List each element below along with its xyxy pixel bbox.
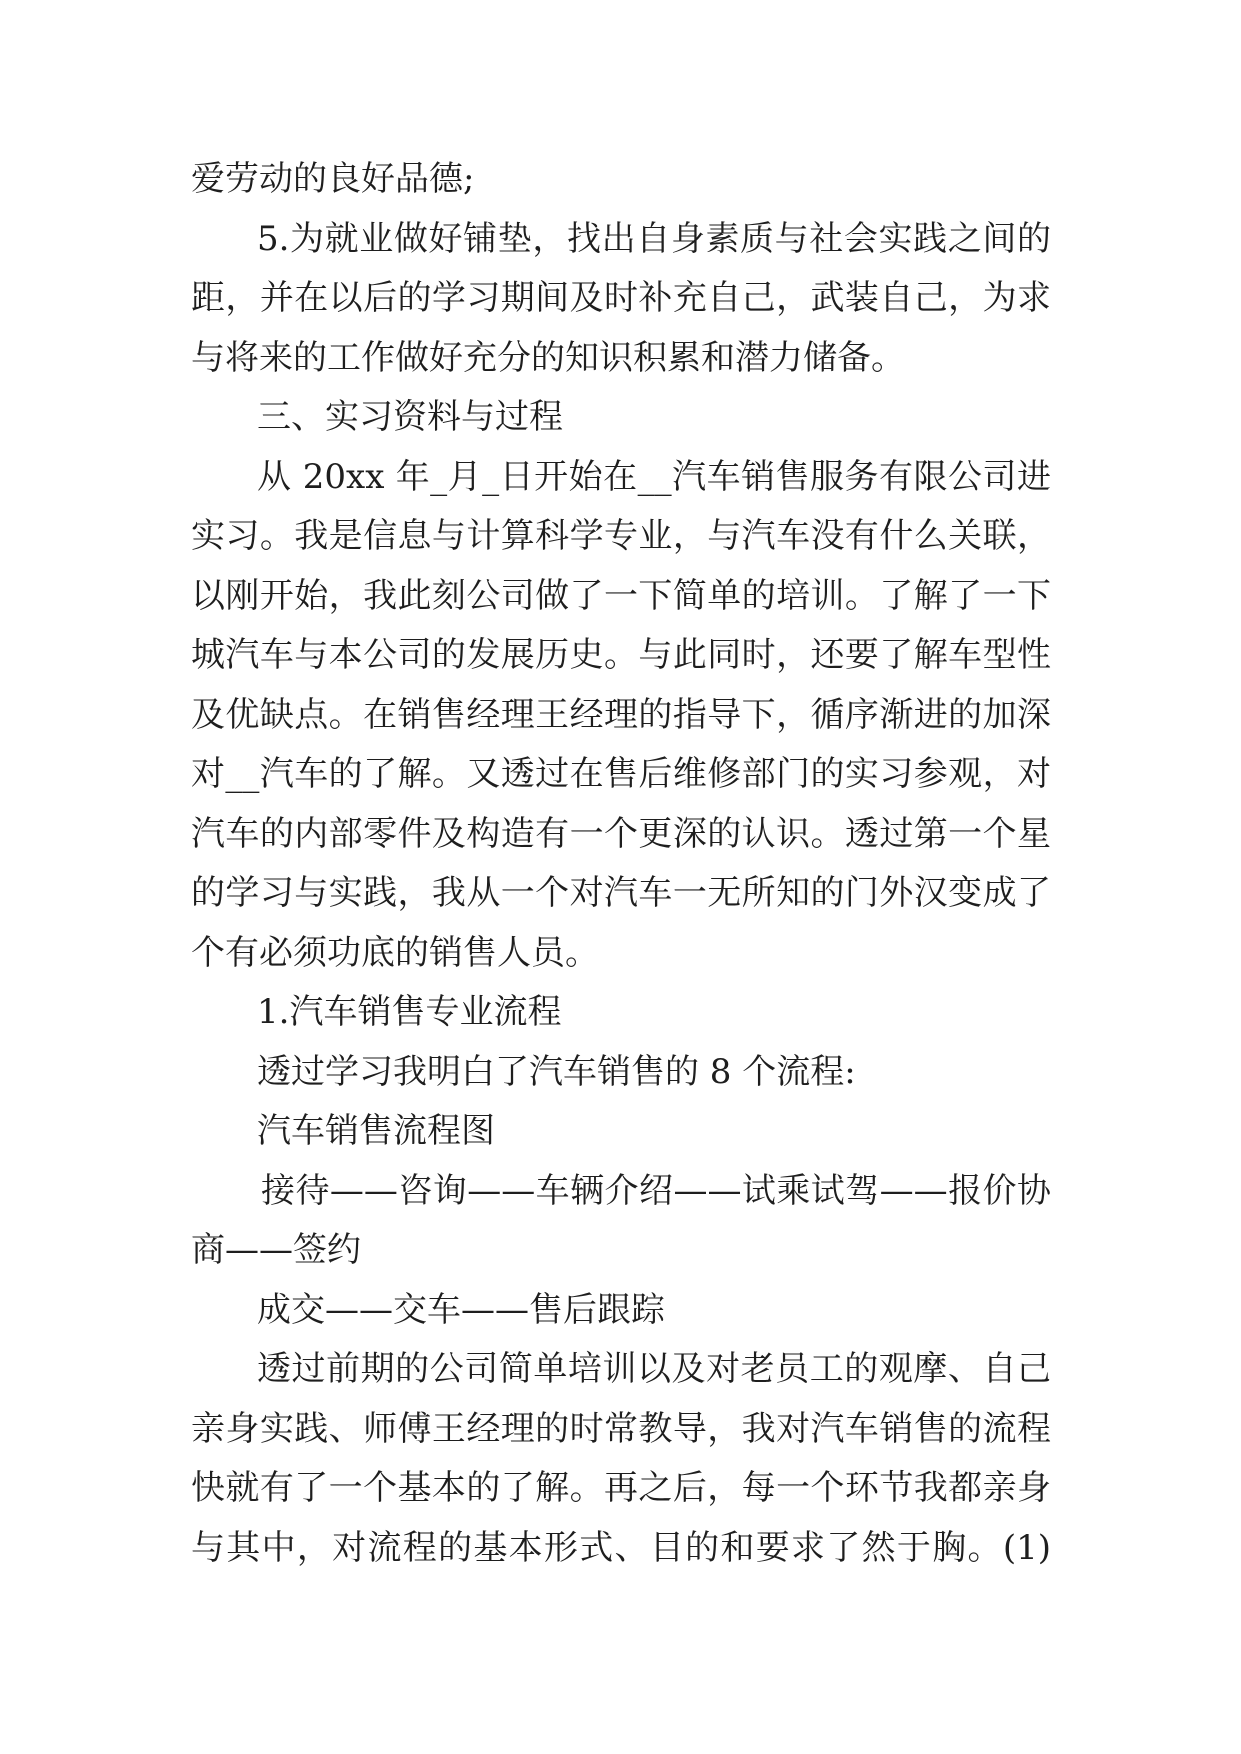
text-line: 透过前期的公司简单培训以及对老员工的观摩、自己 [257, 1349, 1051, 1389]
text-line: 与将来的工作做好充分的知识积累和潜力储备。 [191, 337, 905, 378]
text-line: 爱劳动的良好品德; [191, 159, 475, 199]
text-line: 以刚开始，我此刻公司做了一下简单的培训。了解了一下 [191, 575, 1051, 616]
document-body [191, 150, 1051, 1578]
text-line: 实习。我是信息与计算科学专业，与汽车没有什么关联， [191, 516, 1051, 556]
process-flow-line: 成交——交车——售后跟踪 [257, 1289, 665, 1330]
text-line: 快就有了一个基本的了解。再之后，每一个环节我都亲身 [191, 1468, 1051, 1508]
text-line: 亲身实践、师傅王经理的时常教导，我对汽车销售的流程 [191, 1408, 1051, 1449]
text-line: 对__汽车的了解。又透过在售后维修部门的实习参观，对 [191, 754, 1051, 794]
process-flow-line: 接待——咨询——车辆介绍——试乘试驾——报价协 [261, 1170, 1051, 1211]
text-line: 及优缺点。在销售经理王经理的指导下，循序渐进的加深 [191, 694, 1051, 735]
text-line: 从 20xx 年_月_日开始在__汽车销售服务有限公司进 [257, 456, 1051, 497]
figure-caption: 汽车销售流程图 [257, 1111, 495, 1151]
text-line: 5.为就业做好铺垫，找出自身素质与社会实践之间的 [257, 218, 1051, 259]
text-line: 城汽车与本公司的发展历史。与此同时，还要了解车型性 [191, 635, 1051, 675]
text-line: 距，并在以后的学习期间及时补充自己，武装自己，为求 [191, 278, 1051, 318]
text-line: 个有必须功底的销售人员。 [191, 932, 599, 973]
process-flow-line: 商——签约 [191, 1230, 361, 1270]
subsection-heading: 1.汽车销售专业流程 [257, 992, 562, 1032]
text-line: 透过学习我明白了汽车销售的 8 个流程: [257, 1051, 856, 1092]
section-heading: 三、实习资料与过程 [257, 397, 563, 437]
text-line: 与其中，对流程的基本形式、目的和要求了然于胸。(1) [191, 1527, 1051, 1568]
text-line: 的学习与实践，我从一个对汽车一无所知的门外汉变成了 [191, 873, 1051, 913]
text-line: 汽车的内部零件及构造有一个更深的认识。透过第一个星 [191, 813, 1051, 854]
